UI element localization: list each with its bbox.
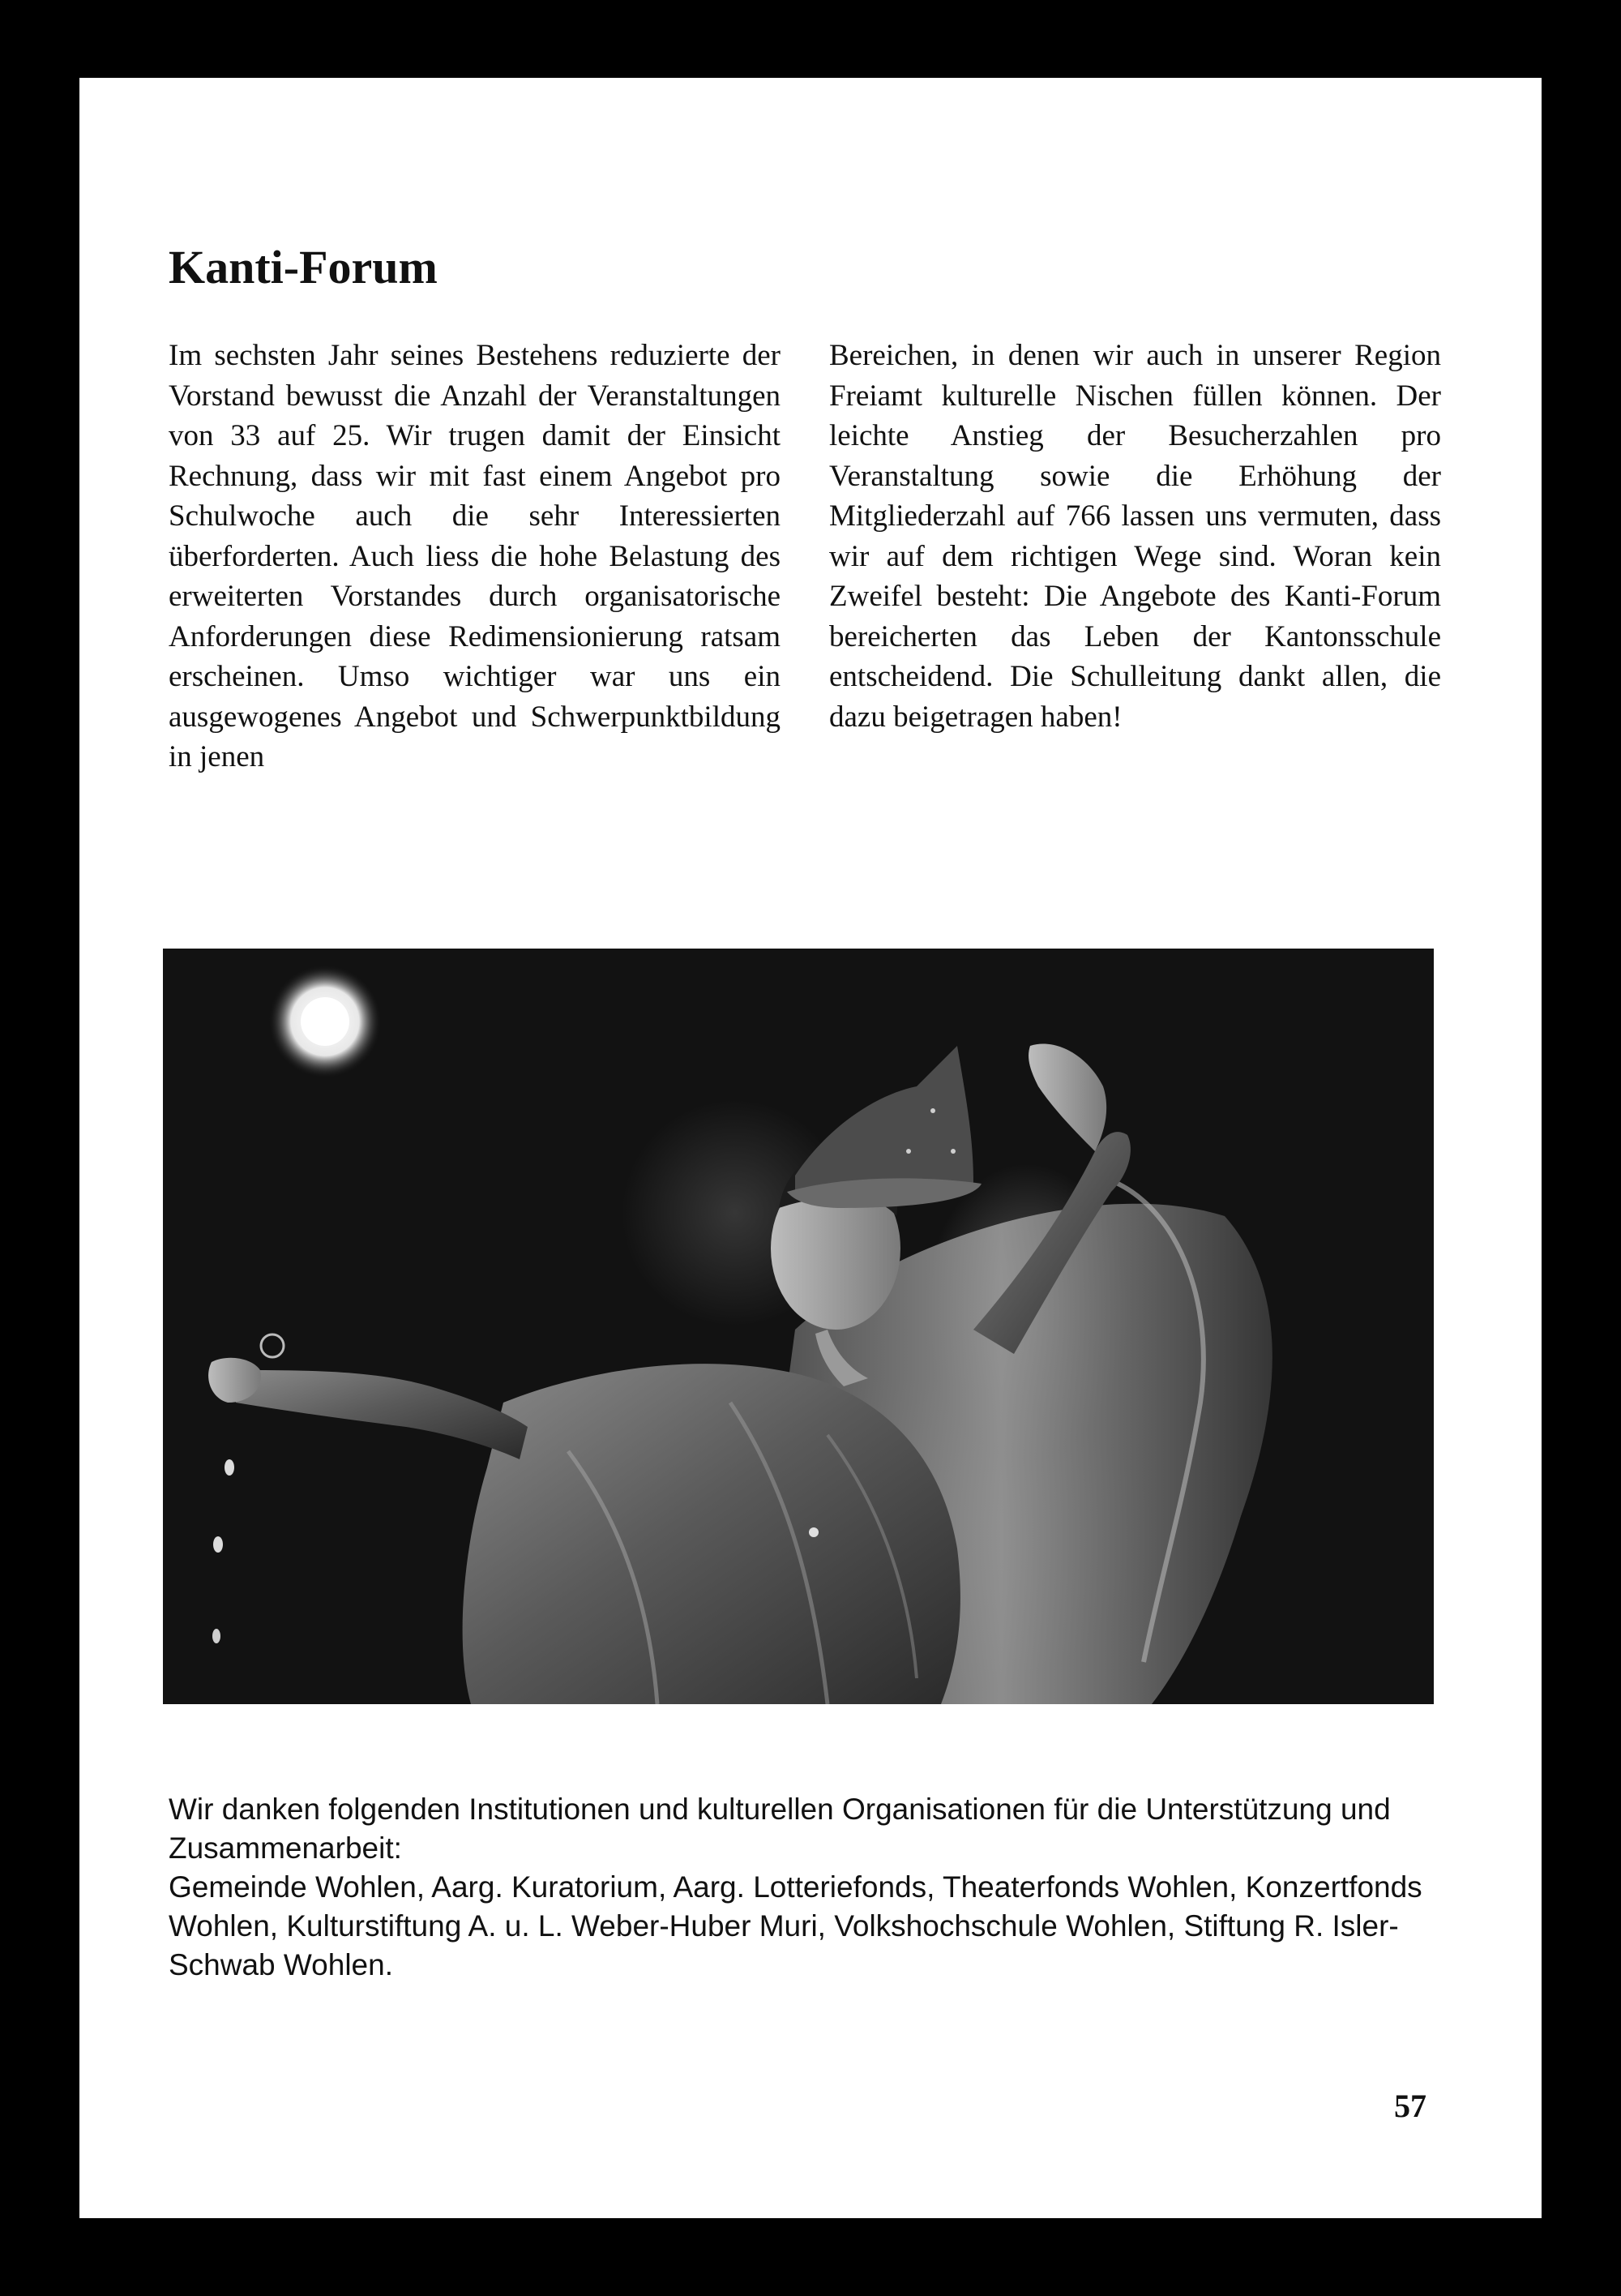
wizard-hat [795,1046,973,1192]
stage-light [212,1629,220,1643]
robe-button [809,1527,819,1537]
hat-star [906,1149,911,1154]
raised-hand [1029,1043,1106,1151]
hat-star [951,1149,956,1154]
body-column-right [829,336,1441,737]
page-number: 57 [1394,2088,1426,2124]
page-title: Kanti-Forum [169,241,438,293]
acknowledgements-intro: Wir danken folgenden Institutionen und kulturellen Organisationen für die Unterstützung und Zusammenarbeit: [169,1793,1391,1865]
spotlight-core [301,997,349,1046]
acknowledgements [169,1790,1498,1985]
crystal-ball [261,1334,284,1357]
photo-illustration [163,949,1434,1704]
document-page [79,78,1542,2218]
body-paragraph-right: Bereichen, in denen wir auch in unserer Region Freiamt kulturelle Nischen füllen können. Der leichte Anstieg der Besucherzahlen pro Veranstaltung sowie die Erhöhung der Mitgliederzahl auf 766 lassen uns vermuten, dass wir auf dem richtigen Wege sind. Woran kein Zweifel besteht: Die Angebote des Kanti-Forum bereicherten das Leben der Kantonsschule entscheidend. Die Schulleitung dankt allen, die dazu beigetragen haben! [829,339,1441,734]
stage-light [213,1536,223,1553]
acknowledgements-list: Gemeinde Wohlen, Aarg. Kuratorium, Aarg. Lotteriefonds, Theaterfonds Wohlen, Konzertfonds Wohlen, Kulturstiftung A. u. L. Weber-Huber Muri, Volkshochschule Wohlen, Stiftung R. Isler-Schwab Wohlen. [169,1870,1422,1981]
stage-light [225,1459,234,1476]
body-paragraph-left: Im sechsten Jahr seines Bestehens reduzierte der Vorstand bewusst die Anzahl der Veranstaltungen von 33 auf 25. Wir trugen damit der Einsicht Rechnung, dass wir mit fast einem Angebot pro Schulwoche auch die sehr Interessierten überforderten. Auch liess die hohe Belastung des erweiterten Vorstandes durch organisatorische Anforderungen diese Redimensionierung ratsam erscheinen. Umso wichtiger war uns ein ausgewogenes Angebot und Schwerpunktbildung in jenen [169,339,781,773]
hat-star [930,1108,935,1113]
body-column-left [169,336,781,777]
stage-performance-photo [163,949,1434,1704]
outstretched-arm [236,1370,528,1459]
